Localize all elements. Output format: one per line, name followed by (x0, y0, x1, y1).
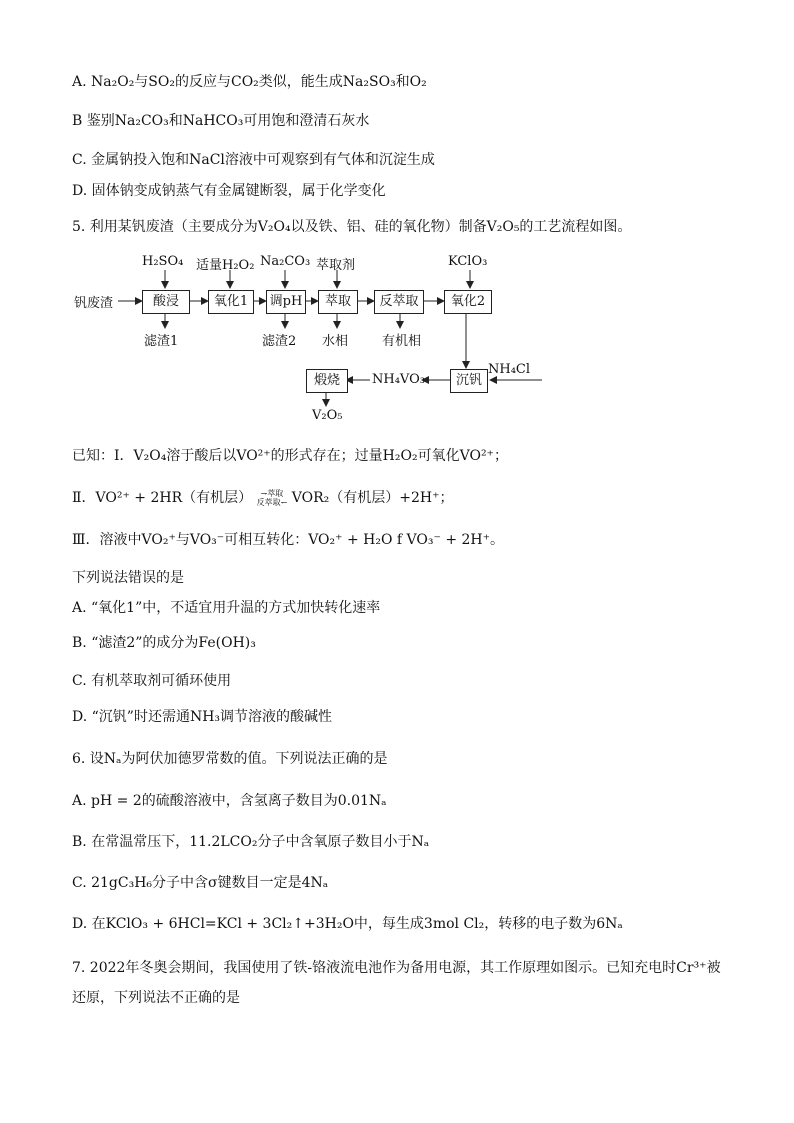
flow-arrows (60, 250, 560, 440)
q4-option-d: D. 固体钠变成钠蒸气有金属键断裂，属于化学变化 (72, 183, 386, 199)
q5-known-2 (72, 488, 454, 508)
box-precipitate-v: 沉钒 (450, 369, 488, 393)
output-nh4vo3: NH₄VO₃ (372, 372, 425, 387)
q5-option-b: B. “滤渣2”的成分为Fe(OH)₃ (72, 635, 256, 651)
flow-start: 钒废渣 (74, 296, 114, 311)
q5-known-2-left: Ⅱ．VO²⁺ + 2HR（有机层） (72, 490, 253, 506)
box-calcine: 煅烧 (306, 369, 348, 393)
box-oxidize-2: 氧化2 (444, 290, 492, 314)
input-h2so4: H₂SO₄ (142, 254, 184, 269)
q5-option-c: C. 有机萃取剂可循环使用 (72, 673, 232, 689)
q4-option-a: A. Na₂O₂与SO₂的反应与CO₂类似，能生成Na₂SO₃和O₂ (72, 74, 427, 90)
q5-option-a: A. “氧化1”中，不适宜用升温的方式加快转化速率 (72, 600, 381, 616)
output-aqueous: 水相 (322, 334, 349, 349)
q4-option-b: B 鉴别Na₂CO₃和NaHCO₃可用饱和澄清石灰水 (72, 113, 370, 129)
output-residue-1: 滤渣1 (144, 334, 179, 349)
q6-option-d: D. 在KClO₃ + 6HCl=KCl + 3Cl₂↑+3H₂O中，每生成3mol Cl₂，转移的电子数为6Nₐ (72, 916, 623, 932)
input-na2co3: Na₂CO₃ (260, 254, 311, 269)
q5-known-2-arrow (257, 489, 288, 507)
q7-stem-line-2: 还原，下列说法不正确的是 (72, 990, 240, 1006)
box-extraction: 萃取 (318, 290, 358, 314)
q7-stem-line-1: 7. 2022年冬奥会期间，我国使用了铁-铬液流电池作为备用电源，其工作原理如图示。已知充电时Cr³⁺被 (72, 960, 721, 976)
q4-option-c: C. 金属钠投入饱和NaCl溶液中可观察到有气体和沉淀生成 (72, 152, 435, 168)
box-acid-leach: 酸浸 (142, 290, 190, 314)
input-nh4cl: NH₄Cl (488, 362, 531, 377)
q6-option-c: C. 21gC₃H₆分子中含σ键数目一定是4Nₐ (72, 875, 329, 891)
input-h2o2: 适量H₂O₂ (196, 258, 255, 273)
input-kclo3: KClO₃ (448, 254, 488, 269)
q6-option-b: B. 在常温常压下，11.2LCO₂分子中含氧原子数目小于Nₐ (72, 834, 430, 850)
box-back-extraction: 反萃取 (374, 290, 424, 314)
q5-known-1: 已知：Ⅰ．V₂O₄溶于酸后以VO²⁺的形式存在；过量H₂O₂可氧化VO²⁺； (72, 448, 508, 464)
output-v2o5: V₂O₅ (312, 408, 343, 423)
output-residue-2: 滤渣2 (262, 334, 297, 349)
input-extractant: 萃取剂 (316, 258, 356, 273)
q5-known-2-bottom: 反萃取↽ (256, 498, 288, 507)
q5-ask: 下列说法错误的是 (72, 570, 184, 586)
q5-known-2-top: ⇁萃取 (260, 489, 284, 498)
process-flowchart (60, 250, 560, 440)
q5-known-3: Ⅲ．溶液中VO₂⁺与VO₃⁻可相互转化：VO₂⁺ + H₂O f VO₃⁻ + 2H⁺。 (72, 532, 505, 548)
q6-option-a: A. pH = 2的硫酸溶液中，含氢离子数目为0.01Nₐ (72, 793, 387, 809)
q5-known-2-right: VOR₂（有机层）+2H⁺； (291, 490, 454, 506)
q5-stem: 5. 利用某钒废渣（主要成分为V₂O₄以及铁、铝、硅的氧化物）制备V₂O₅的工艺流程如图。 (72, 219, 632, 235)
box-oxidize-1: 氧化1 (208, 290, 254, 314)
output-organic: 有机相 (382, 334, 422, 349)
q6-stem: 6. 设Nₐ为阿伏加德罗常数的值。下列说法正确的是 (72, 751, 388, 767)
q5-option-d: D. “沉钒”时还需通NH₃调节溶液的酸碱性 (72, 709, 333, 725)
box-adjust-ph: 调pH (266, 290, 306, 314)
